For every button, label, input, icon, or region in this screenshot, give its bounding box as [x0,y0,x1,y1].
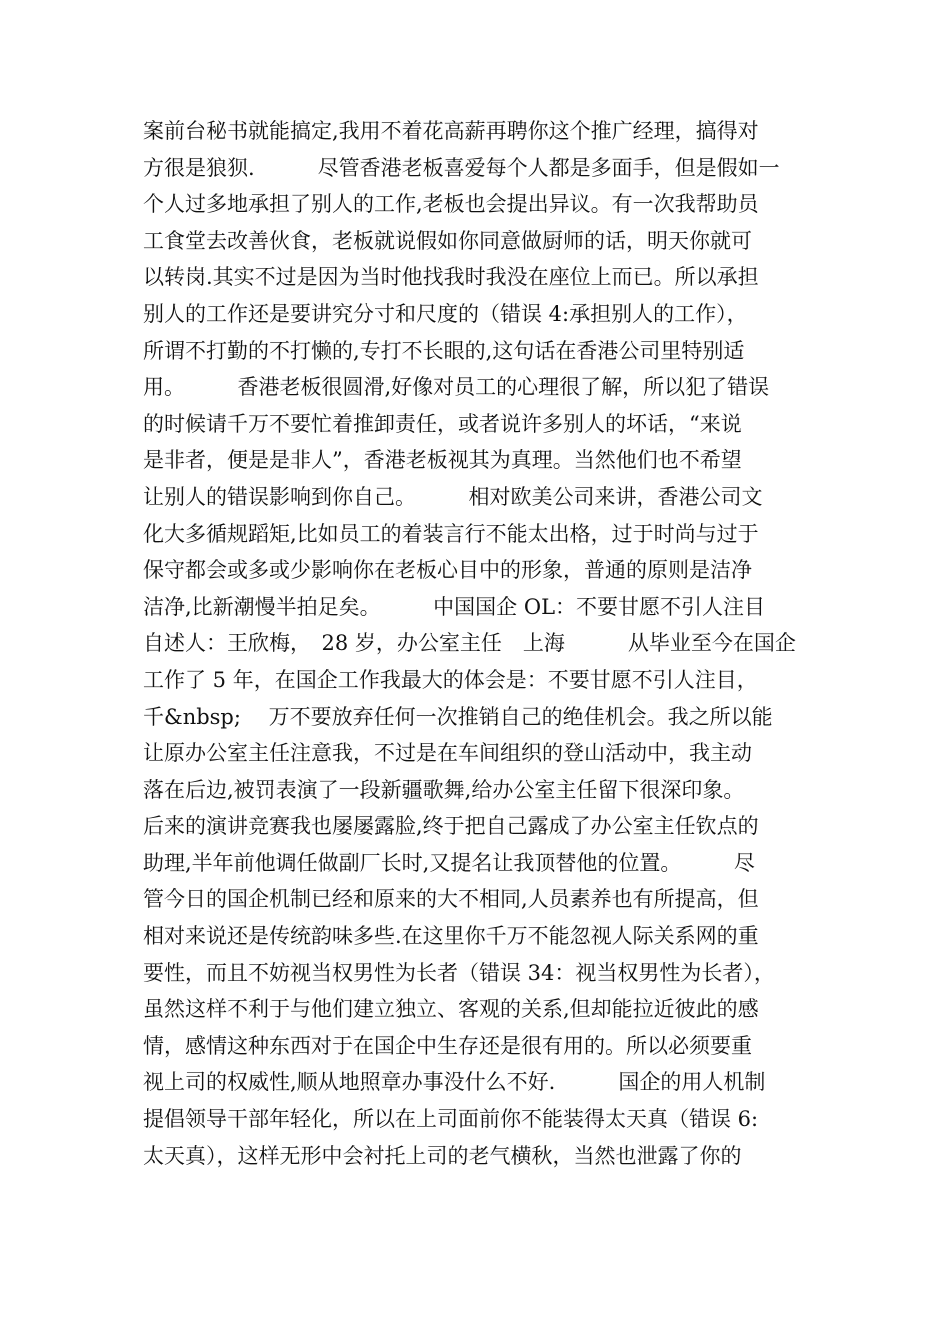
text-line: 工作了 5 年，在国企工作我最大的体会是：不要甘愿不引人注目， [143,667,758,692]
text-line: 助理,半年前他调任做副厂长时,又提名让我顶替他的位置。 尽 [143,850,755,875]
text-line: 所谓不打勤的不打懒的,专打不长眼的,这句话在香港公司里特别适 [143,338,745,363]
text-line: 虽然这样不利于与他们建立独立、客观的关系,但却能拉近彼此的感 [143,997,759,1022]
text-line: 洁净,比新潮慢半拍足矣。 中国国企 OL：不要甘愿不引人注目 [143,594,766,619]
text-line: 个人过多地承担了别人的工作,老板也会提出异议。有一次我帮助员 [143,192,759,217]
text-line: 管今日的国企机制已经和原来的大不相同,人员素养也有所提高，但 [143,887,759,912]
text-line: 保守都会或多或少影响你在老板心目中的形象，普通的原则是洁净 [143,558,752,583]
text-line: 让别人的错误影响到你自己。 相对欧美公司来讲，香港公司文 [143,484,763,509]
text-line: 相对来说还是传统韵味多些.在这里你千万不能忽视人际关系网的重 [143,924,759,949]
text-line: 是非者，便是是非人”，香港老板视其为真理。当然他们也不希望 [143,448,742,473]
text-line: 落在后边,被罚表演了一段新疆歌舞,给办公室主任留下很深印象。 [143,777,745,802]
text-line: 让原办公室主任注意我，不过是在车间组织的登山活动中，我主动 [143,741,752,766]
text-line: 视上司的权威性,顺从地照章办事没什么不好. 国企的用人机制 [143,1070,766,1095]
text-line: 的时候请千万不要忙着推卸责任，或者说许多别人的坏话，“来说 [143,411,742,436]
text-line: 别人的工作还是要讲究分寸和尺度的（错误 4:承担别人的工作）， [143,301,748,326]
text-line: 后来的演讲竞赛我也屡屡露脸,终于把自己露成了办公室主任钦点的 [143,814,759,839]
text-line: 用。 香港老板很圆滑,好像对员工的心理很了解，所以犯了错误 [143,375,770,400]
text-line: 工食堂去改善伙食，老板就说假如你同意做厨师的话，明天你就可 [143,228,752,253]
text-line: 自述人：王欣梅， 28 岁，办公室主任 上海 从毕业至今在国企 [143,631,796,656]
text-line: 千&nbsp; 万不要放弃任何一次推销自己的绝佳机会。我之所以能 [143,704,773,729]
text-line: 要性，而且不妨视当权男性为长者（错误 34：视当权男性为长者）， [143,960,775,985]
text-line: 以转岗.其实不过是因为当时他找我时我没在座位上而已。所以承担 [143,265,759,290]
text-line: 情，感情这种东西对于在国企中生存还是很有用的。所以必须要重 [143,1033,752,1058]
text-line: 太天真），这样无形中会衬托上司的老气横秋，当然也泄露了你的 [143,1143,742,1168]
body-text [143,113,823,1174]
text-line: 化大多循规蹈矩,比如员工的着装言行不能太出格，过于时尚与过于 [143,521,759,546]
text-line: 方很是狼狈. 尽管香港老板喜爱每个人都是多面手，但是假如一 [143,155,780,180]
text-line: 提倡领导干部年轻化，所以在上司面前你不能装得太天真（错误 6: [143,1107,759,1132]
text-line: 案前台秘书就能搞定,我用不着花高薪再聘你这个推广经理，搞得对 [143,119,759,143]
